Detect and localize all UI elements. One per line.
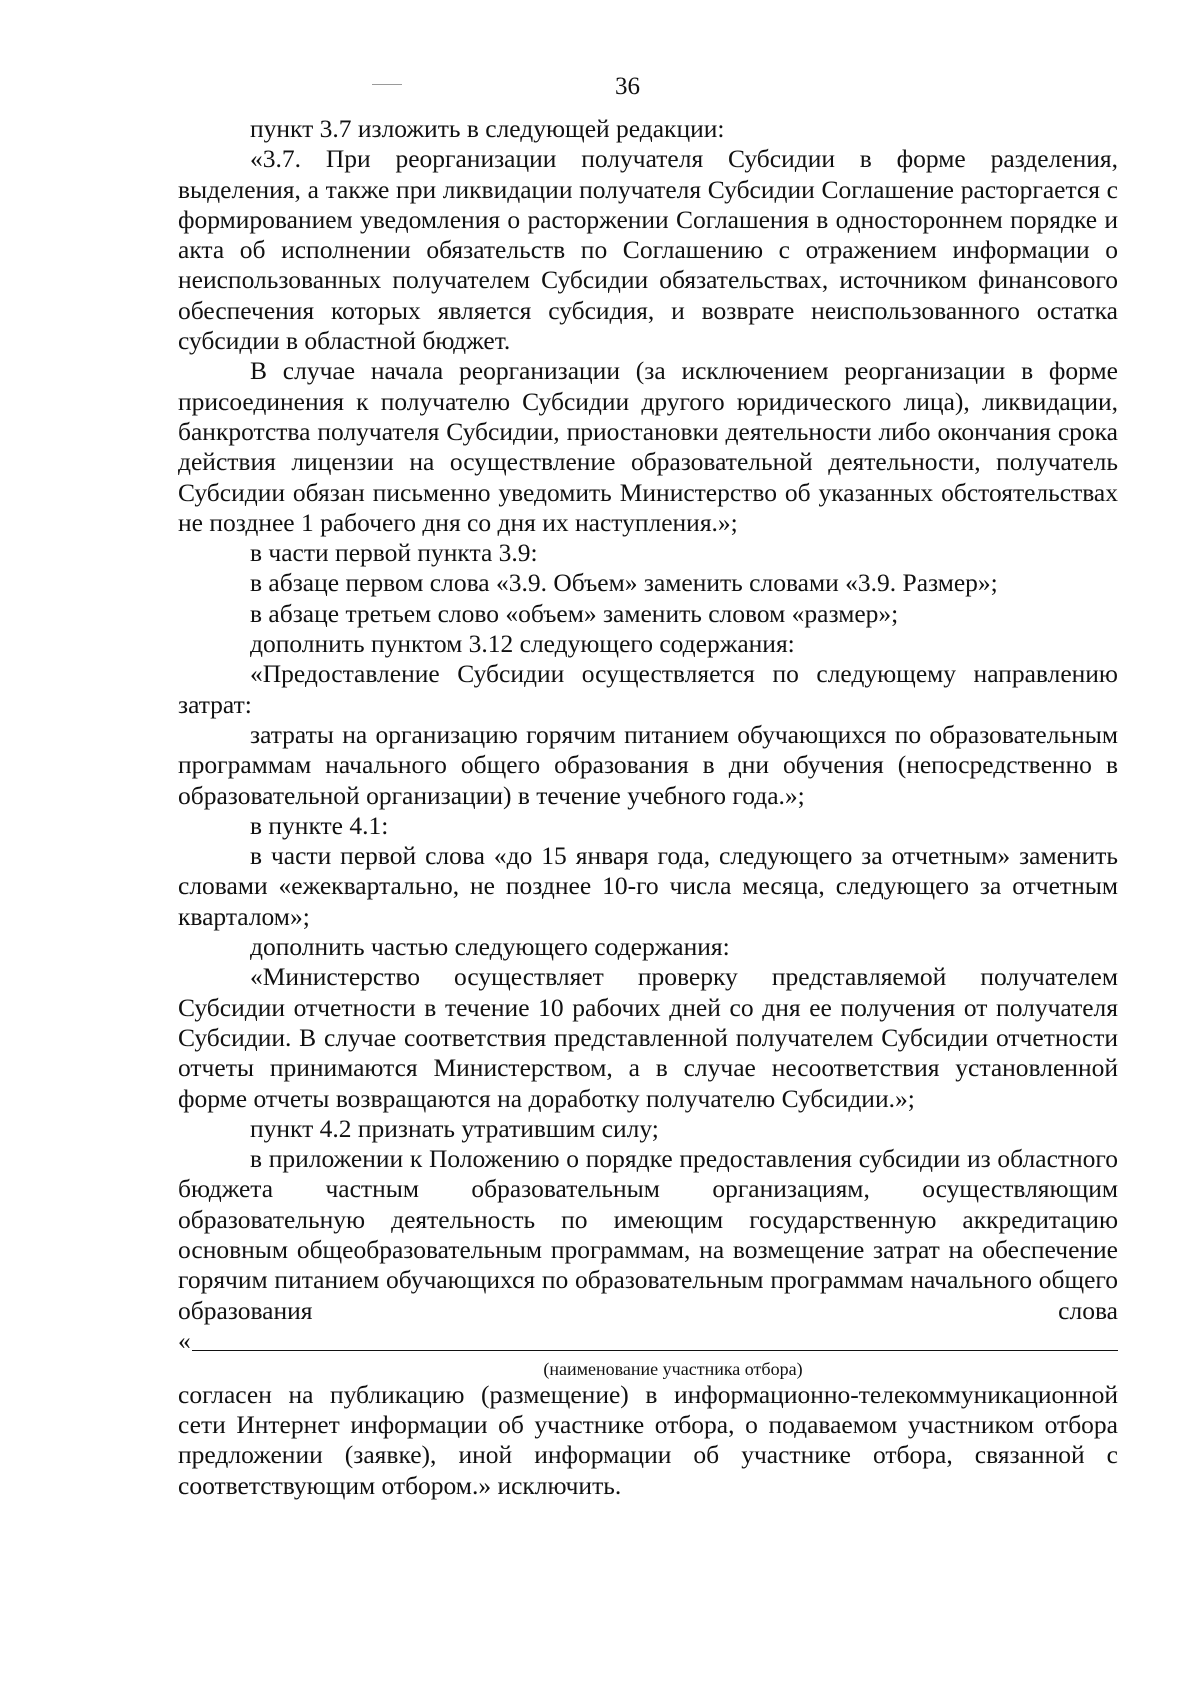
- closing-paragraph: согласен на публикацию (размещение) в информационно-телекоммуникационной сети Интернет информации об участнике отбора, о подаваемом участником отбора предложении (заявке), иной информации об участнике отбора, связанной с соответствующим отбором.» исключить.: [178, 1379, 1118, 1500]
- paragraph-11: в части первой слова «до 15 января года, следующего за отчетным» заменить словами «ежеквартально, не позднее 10-го числа месяца, следующего за отчетным кварталом»;: [178, 841, 1118, 931]
- paragraph-14: пункт 4.2 признать утратившим силу;: [250, 1113, 659, 1143]
- paragraph-1: пункт 3.7 изложить в следующей редакции:: [250, 114, 725, 143]
- paragraph-12: дополнить частью следующего содержания:: [250, 932, 730, 962]
- field-caption: (наименование участника отбора): [543, 1358, 803, 1379]
- paragraph-10: в пункте 4.1:: [250, 810, 389, 840]
- participant-name-field: [178, 1326, 1118, 1356]
- paragraph-4: в части первой пункта 3.9:: [250, 538, 538, 568]
- document-body: [178, 114, 1118, 1501]
- blank-underline: [192, 1350, 1118, 1351]
- page-number: 36: [615, 73, 640, 100]
- paragraph-9: затраты на организацию горячим питанием обучающихся по образовательным программам начального общего образования в дни обучения (непосредственно в образовательной организации) в течение учебного года.»;: [178, 719, 1118, 810]
- paragraph-15: в приложении к Положению о порядке предоставления субсидии из областного бюджета частным образовательным организациям, осуществляющим образовательную деятельность по имеющим государственную аккредитацию основным общеобразовательным программам, на возмещение затрат на обеспечение горячим питанием обучающихся по образовательным программам начального общего образования слова: [178, 1144, 1118, 1325]
- paragraph-6: в абзаце третьем слово «объем» заменить словом «размер»;: [250, 598, 899, 628]
- paragraph-3: В случае начала реорганизации (за исключением реорганизации в форме присоединения к получателю Субсидии другого юридического лица), ликвидации, банкротства получателя Субсидии, приостановки деятельности либо окончания срока действия лицензии на осуществление образовательной деятельности, получатель Субсидии обязан письменно уведомить Министерство об указанных обстоятельствах не позднее 1 рабочего дня со дня их наступления.»;: [178, 356, 1118, 537]
- paragraph-7: дополнить пунктом 3.12 следующего содержания:: [250, 629, 795, 659]
- paragraph-8: «Предоставление Субсидии осуществляется по следующему направлению затрат:: [178, 659, 1118, 719]
- paragraph-2: «3.7. При реорганизации получателя Субсидии в форме разделения, выделения, а также при ликвидации получателя Субсидии Соглашение расторгается с формированием уведомления о расторжении Соглашения в одностороннем порядке и акта об исполнении обязательств по Соглашению с отражением информации о неиспользованных получателем Субсидии обязательствах, источником финансового обеспечения которых является субсидия, и возврате неиспользованного остатка субсидии в областной бюджет.: [178, 144, 1118, 356]
- open-quote-mark: «: [178, 1325, 191, 1355]
- paragraph-13: «Министерство осуществляет проверку представляемой получателем Субсидии отчетности в течение 10 рабочих дней со дня ее получения от получателя Субсидии. В случае соответствия представленной получателем Субсидии отчетности отчеты принимаются Министерством, а в случае несоответствия установленной форме отчеты возвращаются на доработку получателю Субсидии.»;: [178, 962, 1118, 1113]
- paragraph-5: в абзаце первом слова «3.9. Объем» заменить словами «3.9. Размер»;: [250, 568, 998, 598]
